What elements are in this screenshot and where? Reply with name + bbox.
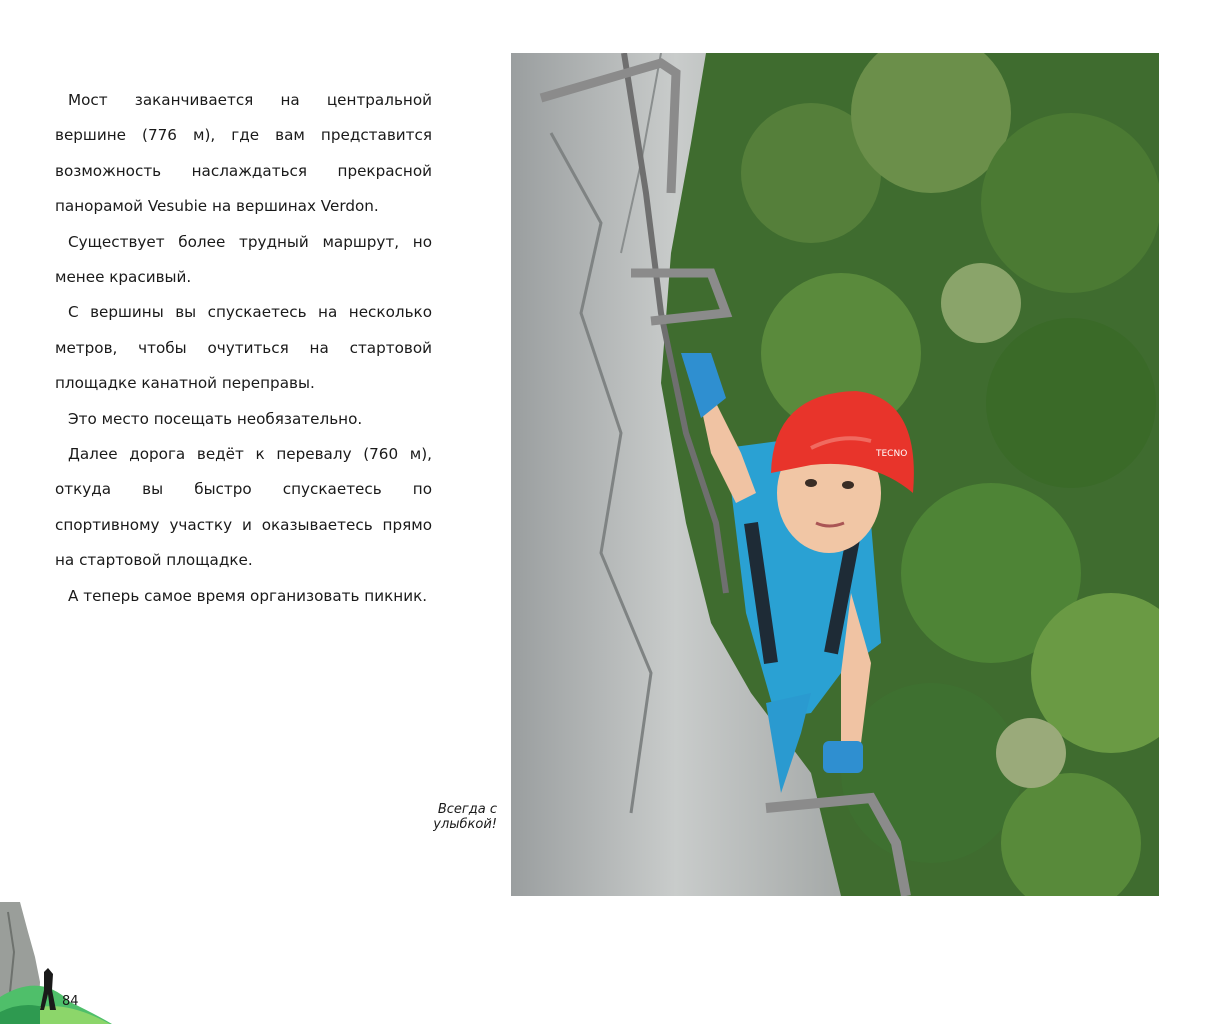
paragraph: Мост заканчивается на центральной вершине (776 м), где вам представится возможность наслаждаться прекрасной панорамой Vesubie на вершинах Verdon. [55, 91, 432, 216]
paragraph: А теперь самое время организовать пикник. [68, 586, 428, 605]
paragraph: Существует более трудный маршрут, но менее красивый. [55, 232, 432, 287]
paragraph: Это место посещать необязательно. [68, 409, 363, 428]
climber-illustration [511, 53, 1159, 896]
paragraph: С вершины вы спускаетесь на несколько метров, чтобы очутиться на стартовой площадке канатной переправы. [55, 303, 432, 393]
body-text [55, 83, 432, 614]
photo-caption: Всегда с улыбкой! [433, 802, 497, 832]
page-number: 84 [62, 994, 79, 1009]
decorative-corner-illustration [0, 902, 120, 1024]
paragraph: Далее дорога ведёт к перевалу (760 м), откуда вы быстро спускаетесь по спортивному участку и оказываетесь прямо на стартовой площадке. [55, 445, 432, 570]
climber-photo [511, 53, 1159, 896]
helmet-logo: TECNO [876, 449, 908, 459]
